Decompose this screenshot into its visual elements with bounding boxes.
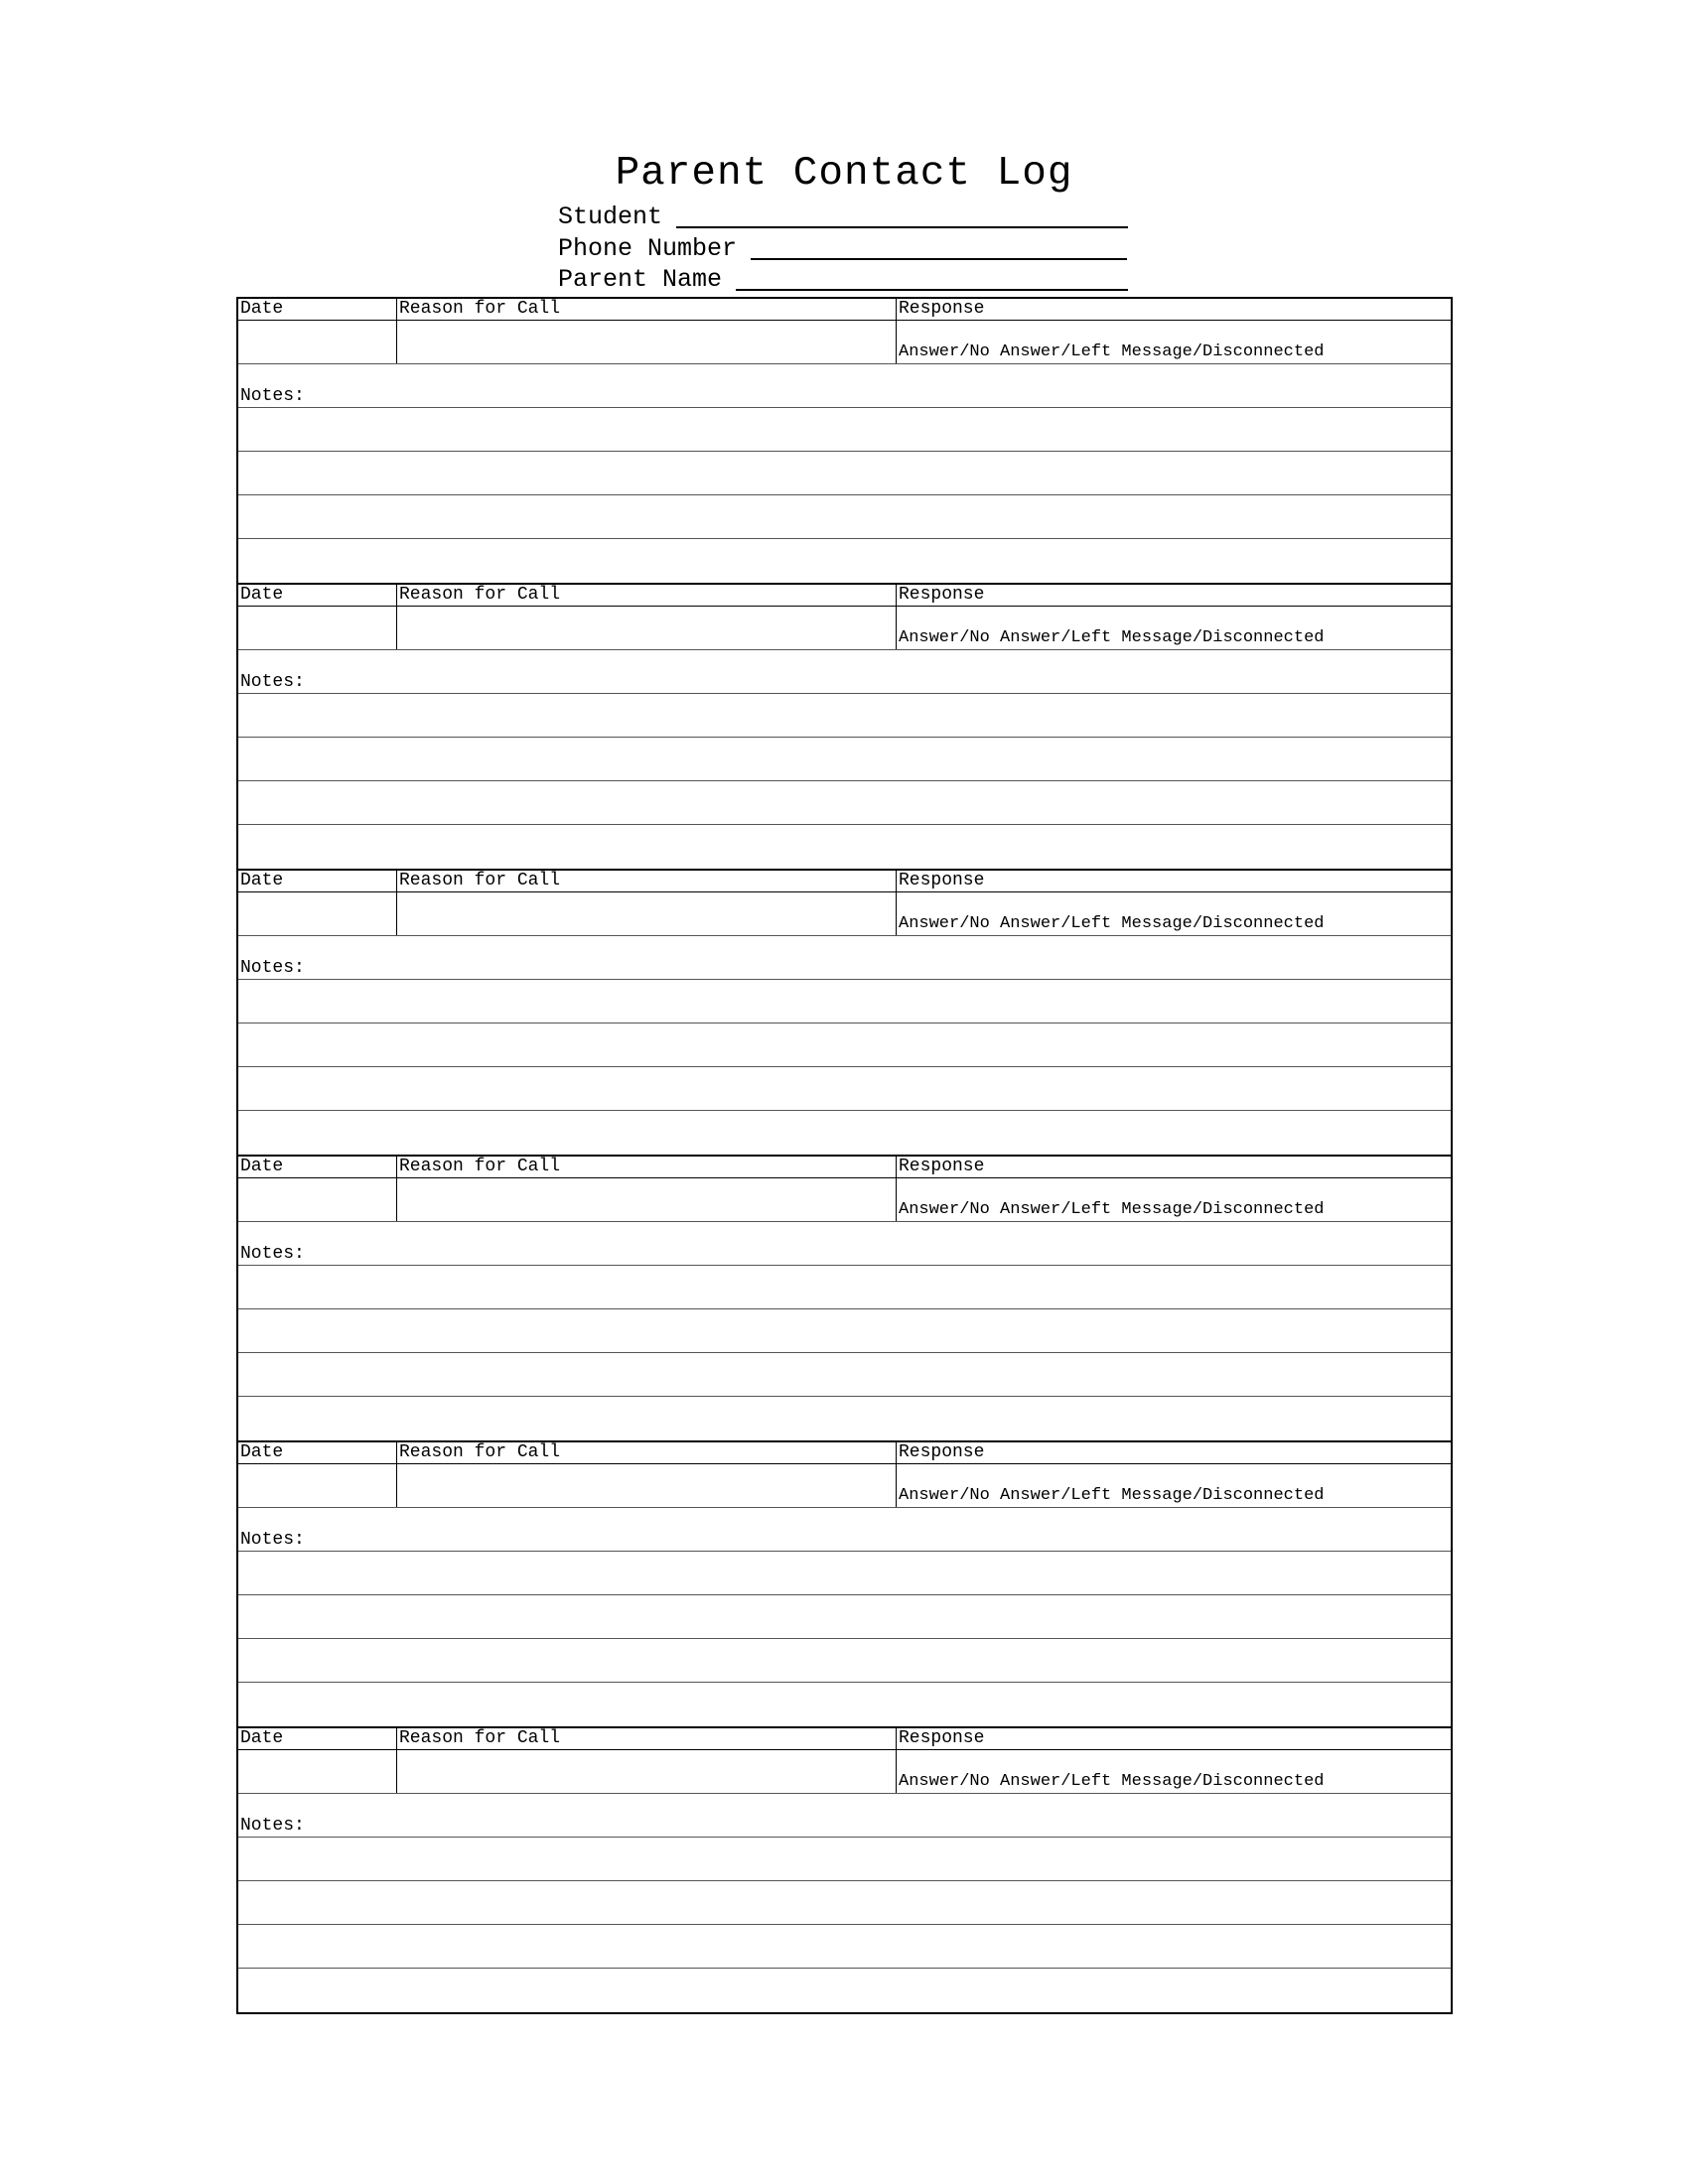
date-cell[interactable] — [238, 1178, 397, 1221]
student-field — [558, 203, 1128, 232]
student-blank[interactable] — [676, 203, 1128, 228]
response-header: Response — [899, 871, 985, 890]
entry-row — [238, 1464, 1451, 1508]
page-title: Parent Contact Log — [615, 151, 1073, 197]
header-row — [238, 871, 1451, 892]
notes-line[interactable] — [238, 1683, 1451, 1726]
response-cell[interactable] — [897, 1750, 1451, 1793]
notes-line[interactable] — [238, 1639, 1451, 1683]
contact-block — [238, 1442, 1451, 1728]
reason-header: Reason for Call — [397, 299, 897, 320]
reason-cell[interactable] — [397, 1750, 897, 1793]
parent-name-blank[interactable] — [736, 265, 1128, 291]
notes-label-row[interactable] — [238, 364, 1451, 408]
notes-line[interactable] — [238, 408, 1451, 452]
parent-name-field — [558, 265, 1128, 295]
reason-cell[interactable] — [397, 321, 897, 363]
response-cell[interactable] — [897, 892, 1451, 935]
notes-line[interactable] — [238, 1067, 1451, 1111]
notes-line[interactable] — [238, 1397, 1451, 1440]
notes-line[interactable] — [238, 1881, 1451, 1925]
entry-row — [238, 321, 1451, 364]
response-header: Response — [899, 585, 985, 605]
notes-line[interactable] — [238, 1111, 1451, 1155]
notes-line[interactable] — [238, 1353, 1451, 1397]
notes-line[interactable] — [238, 539, 1451, 583]
contact-block — [238, 299, 1451, 585]
notes-line[interactable] — [238, 1266, 1451, 1309]
notes-line[interactable] — [238, 1969, 1451, 2012]
notes-line[interactable] — [238, 694, 1451, 738]
notes-label-row[interactable] — [238, 936, 1451, 980]
notes-label-row[interactable] — [238, 650, 1451, 694]
date-header: Date — [238, 871, 397, 891]
notes-line[interactable] — [238, 781, 1451, 825]
date-header: Date — [238, 1442, 397, 1463]
notes-label: Notes: — [240, 1530, 305, 1550]
reason-cell[interactable] — [397, 607, 897, 649]
reason-cell[interactable] — [397, 1178, 897, 1221]
response-options: Answer/No Answer/Left Message/Disconnected — [899, 342, 1325, 361]
entry-row — [238, 892, 1451, 936]
phone-number-label: Phone Number — [558, 234, 738, 263]
response-cell[interactable] — [897, 607, 1451, 649]
date-header: Date — [238, 299, 397, 320]
date-cell[interactable] — [238, 892, 397, 935]
notes-line[interactable] — [238, 1838, 1451, 1881]
date-cell[interactable] — [238, 607, 397, 649]
reason-header: Reason for Call — [397, 1728, 897, 1749]
entry-row — [238, 1178, 1451, 1222]
date-header: Date — [238, 1728, 397, 1749]
entry-row — [238, 607, 1451, 650]
response-options: Answer/No Answer/Left Message/Disconnected — [899, 914, 1325, 933]
reason-cell[interactable] — [397, 892, 897, 935]
response-cell[interactable] — [897, 321, 1451, 363]
header-row — [238, 1442, 1451, 1464]
phone-number-field — [558, 234, 1127, 264]
parent-name-label: Parent Name — [558, 265, 723, 294]
response-header: Response — [899, 1728, 985, 1748]
reason-header: Reason for Call — [397, 1442, 897, 1463]
notes-label: Notes: — [240, 1244, 305, 1264]
reason-header: Reason for Call — [397, 585, 897, 606]
header-row — [238, 1157, 1451, 1178]
response-header: Response — [899, 1442, 985, 1462]
header-row — [238, 585, 1451, 607]
date-cell[interactable] — [238, 1750, 397, 1793]
notes-label: Notes: — [240, 958, 305, 978]
contact-block — [238, 871, 1451, 1157]
notes-label: Notes: — [240, 672, 305, 692]
response-options: Answer/No Answer/Left Message/Disconnected — [899, 1486, 1325, 1505]
notes-line[interactable] — [238, 980, 1451, 1024]
notes-line[interactable] — [238, 738, 1451, 781]
contact-log-table — [236, 297, 1453, 2014]
response-header: Response — [899, 299, 985, 319]
date-cell[interactable] — [238, 1464, 397, 1507]
notes-line[interactable] — [238, 1925, 1451, 1969]
response-options: Answer/No Answer/Left Message/Disconnected — [899, 1772, 1325, 1791]
entry-row — [238, 1750, 1451, 1794]
notes-label-row[interactable] — [238, 1222, 1451, 1266]
notes-label: Notes: — [240, 1816, 305, 1836]
date-header: Date — [238, 585, 397, 606]
reason-header: Reason for Call — [397, 871, 897, 891]
notes-line[interactable] — [238, 825, 1451, 869]
header-row — [238, 299, 1451, 321]
notes-label-row[interactable] — [238, 1794, 1451, 1838]
notes-line[interactable] — [238, 452, 1451, 495]
notes-label: Notes: — [240, 386, 305, 406]
notes-line[interactable] — [238, 495, 1451, 539]
response-cell[interactable] — [897, 1464, 1451, 1507]
notes-line[interactable] — [238, 1552, 1451, 1595]
reason-cell[interactable] — [397, 1464, 897, 1507]
contact-block — [238, 1728, 1451, 2012]
header-row — [238, 1728, 1451, 1750]
date-header: Date — [238, 1157, 397, 1177]
date-cell[interactable] — [238, 321, 397, 363]
response-options: Answer/No Answer/Left Message/Disconnected — [899, 1200, 1325, 1219]
response-cell[interactable] — [897, 1178, 1451, 1221]
notes-line[interactable] — [238, 1309, 1451, 1353]
phone-number-blank[interactable] — [751, 234, 1127, 260]
contact-block — [238, 1157, 1451, 1442]
contact-block — [238, 585, 1451, 871]
reason-header: Reason for Call — [397, 1157, 897, 1177]
notes-label-row[interactable] — [238, 1508, 1451, 1552]
student-label: Student — [558, 203, 663, 231]
notes-line[interactable] — [238, 1595, 1451, 1639]
response-header: Response — [899, 1157, 985, 1176]
notes-line[interactable] — [238, 1024, 1451, 1067]
response-options: Answer/No Answer/Left Message/Disconnected — [899, 628, 1325, 647]
